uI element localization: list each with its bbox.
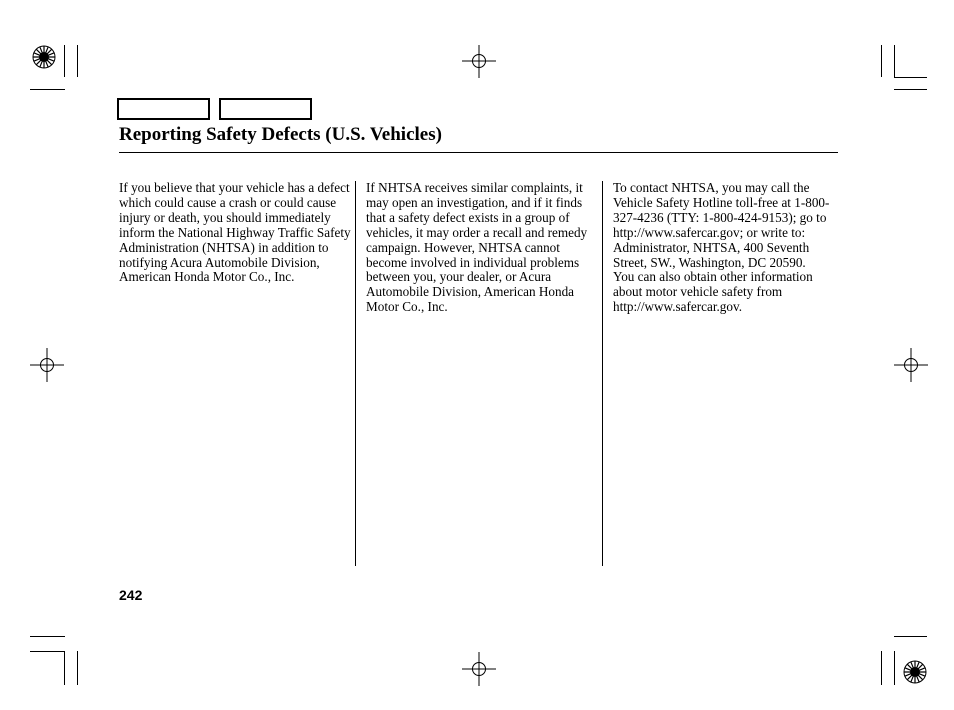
crop-mark-bottom-right-h1 xyxy=(894,636,927,637)
star-target-bottom-right-icon xyxy=(903,660,927,684)
nav-tab-right[interactable] xyxy=(219,98,312,120)
crop-mark-top-left-v2 xyxy=(77,45,78,77)
star-target-top-left-icon xyxy=(32,45,56,69)
column-1 xyxy=(119,181,351,285)
column-3 xyxy=(613,181,845,315)
registration-crosshair-bottom-icon xyxy=(462,652,496,686)
crop-mark-top-left-v1 xyxy=(64,45,65,77)
page-title: Reporting Safety Defects (U.S. Vehicles) xyxy=(119,124,442,145)
registration-crosshair-right-icon xyxy=(894,348,928,382)
column-2-paragraph-1: If NHTSA receives similar complaints, it may open an investigation, and if it finds that a safety defect exists in a group of vehicles, it may order a recall and remedy campaign. However, NHTSA cannot become involved in individual problems between you, your dealer, or Acura Automobile Division, American Honda Motor Co., Inc. xyxy=(366,180,588,315)
column-1-paragraph-1: If you believe that your vehicle has a defect which could cause a crash or could cause injury or death, you should immediately inform the National Highway Traffic Safety Administration (NHTSA) in addition to notifying Acura Automobile Division, American Honda Motor Co., Inc. xyxy=(119,180,351,285)
title-rule xyxy=(119,152,838,153)
crop-mark-bottom-left-h2 xyxy=(30,651,65,652)
crop-mark-bottom-left-v2 xyxy=(77,651,78,685)
registration-crosshair-top-icon xyxy=(462,45,496,79)
crop-mark-bottom-left-h1 xyxy=(30,636,65,637)
column-divider-1 xyxy=(355,181,356,566)
registration-crosshair-left-icon xyxy=(30,348,64,382)
column-2 xyxy=(366,181,596,315)
crop-mark-top-right-v2 xyxy=(894,45,895,77)
crop-mark-bottom-right-v2 xyxy=(894,651,895,685)
crop-mark-top-right-v1 xyxy=(881,45,882,77)
crop-mark-bottom-left-v1 xyxy=(64,651,65,685)
crop-mark-top-right-h1 xyxy=(894,77,927,78)
column-divider-2 xyxy=(602,181,603,566)
nav-tab-left[interactable] xyxy=(117,98,210,120)
column-3-paragraph-1: To contact NHTSA, you may call the Vehicle Safety Hotline toll-free at 1-800-327-4236 (TTY: 1-800-424-9153); go to http://www.safercar.gov; or write to: Administrator, NHTSA, 400 Seventh Street, SW., Washington, DC 20590. xyxy=(613,180,830,270)
page-number: 242 xyxy=(119,587,143,603)
crop-mark-bottom-right-v1 xyxy=(881,651,882,685)
column-3-paragraph-2: You can also obtain other information about motor vehicle safety from http://www.safercar.gov. xyxy=(613,269,813,315)
crop-mark-top-right-h2 xyxy=(894,89,927,90)
crop-mark-top-left-h xyxy=(30,89,65,90)
